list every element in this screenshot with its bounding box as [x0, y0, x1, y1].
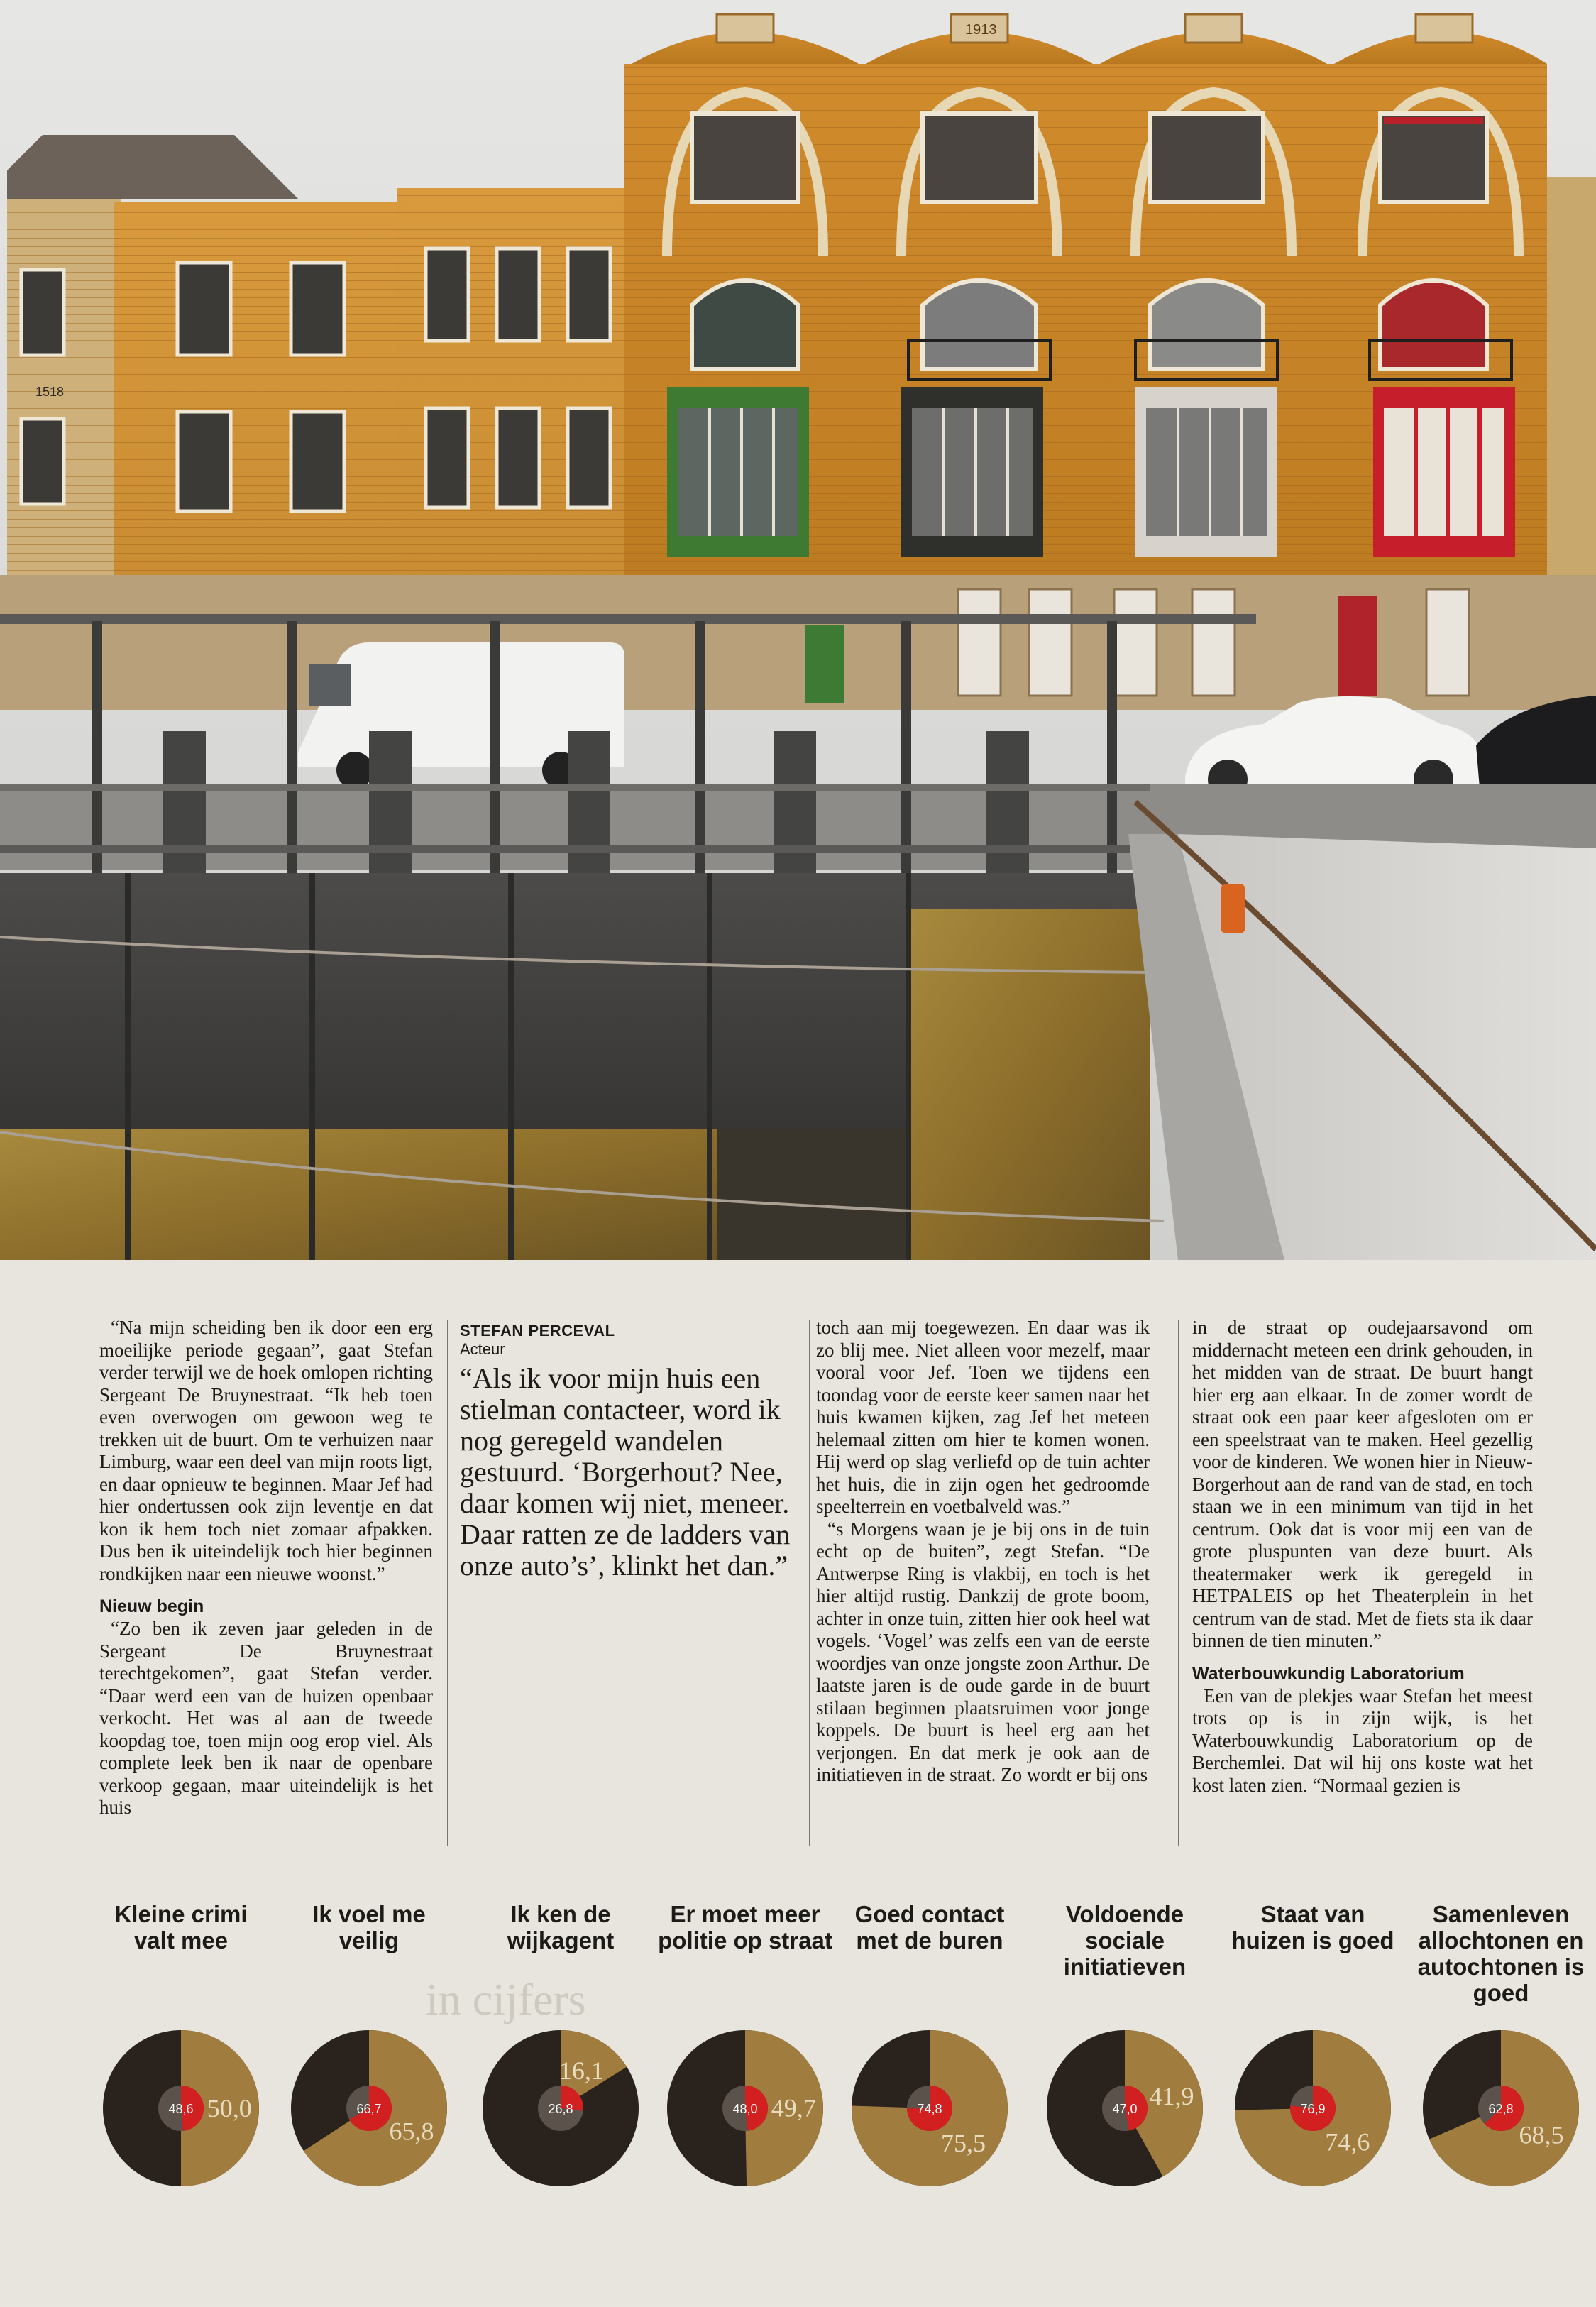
- pie-inner-value-label: 26,8: [548, 2102, 573, 2116]
- ghost-print-through: in cijfers: [426, 1974, 586, 2024]
- pie-outer-value-label: 75,5: [940, 2128, 986, 2157]
- pie-outer-value-label: 68,5: [1519, 2120, 1564, 2149]
- subhead-nieuw-begin: Nieuw begin: [99, 1596, 204, 1616]
- pie-chart: [852, 2030, 1011, 2190]
- stat-label: [841, 1901, 1018, 1953]
- pie-chart: [291, 2030, 451, 2190]
- pie-inner-value-label: 47,0: [1112, 2102, 1138, 2116]
- pie-outer-value-label: 16,1: [558, 2056, 604, 2086]
- pie-inner-value-label: 66,7: [356, 2102, 382, 2116]
- pie-outer-value-label: 49,7: [771, 2093, 816, 2122]
- paragraph: “Na mijn scheiding ben ik door een erg moeilijke periode gegaan”, gaat Stefan verder terwijl we de hoek omlopen richting Sergeant De Bruynestraat. “Ik heb toen even overwogen om gewoon weg te trekken uit de buurt. Om te verhuizen naar Limburg, waar een deel van mijn roots ligt, en daar opnieuw te beginnen. Maar Jef had hier ondertussen ook zijn leventje en dat kon ik hem toch niet zomaar afpakken. Dus ben ik uiteindelijk toch hier beginnen rondkijken naar een nieuwe woonst.”: [99, 1317, 433, 1584]
- stat-label: [1224, 1901, 1402, 1953]
- stat-label: [92, 1901, 270, 1953]
- pull-quote: [460, 1322, 815, 1582]
- pie-outer-value-label: 50,0: [207, 2094, 252, 2122]
- stat-label: [1412, 1901, 1590, 2006]
- pie-outer-value-label: 65,8: [389, 2117, 434, 2146]
- house-date-1913: 1913: [965, 22, 997, 38]
- quote-author-name: STEFAN PERCEVAL: [460, 1322, 615, 1339]
- pie-chart: [103, 2030, 263, 2190]
- column-divider: [1178, 1320, 1179, 1846]
- column-divider: [447, 1320, 448, 1846]
- paragraph: Een van de plekjes waar Stefan het meest trots op is in zijn wijk, is het Waterbouwkundig Laboratorium op de Berchemlei. Dat wil hij ons koste wat het kost laten zien. “Normaal gezien is: [1192, 1684, 1533, 1796]
- pie-outer-value-label: 41,9: [1149, 2081, 1194, 2110]
- subhead-waterbouwkundig: Waterbouwkundig Laboratorium: [1192, 1663, 1465, 1684]
- paragraph: “s Morgens waan je je bij ons in de tuin echt op de buiten”, zegt Stefan. “De Antwerpse Ring is vlakbij, en toch is het hier altijd rustig. Dankzij de grote boom, achter in onze tuin, zitten hier ook heel wat vogels. ‘Vogel’ was zelfs een van de eerste woordjes van onze jongste zoon Arthur. De laatste jaren is de oude garde in de buurt stilaan beginnen plaatsruimen voor jonge koppels. De buurt is heel erg aan het verjongen. En dat merk je ook aan de initiatieven in de straat. Zo wordt er bij ons: [816, 1518, 1150, 1785]
- paragraph: in de straat op oudejaarsavond om middernacht meteen een drink gehouden, in het midden van de straat. De buurt hangt hier erg aan elkaar. In de zomer wordt de straat ook een paar keer afgesloten om er een speelstraat van te maken. Heel gezellig voor de kinderen. We wonen hier in Nieuw-Borgerhout aan de rand van de stad, en toch staan we in een minimum van tijd in het centrum. Ook dat is voor mij een van de grote pluspunten van deze buurt. Als theatermaker werk ik geregeld in HETPALEIS op het Theaterplein in het centrum van de stad. Met de fiets sta ik daar binnen de tien minuten.”: [1192, 1317, 1533, 1651]
- paragraph: toch aan mij toegewezen. En daar was ik zo blij mee. Niet alleen voor mezelf, maar vooral voor Jef. Toen we tijdens een toondag voor de eerste keer samen naar het huis kwamen kijken, zag Jef het meteen helemaal zitten om hier te komen wonen. Hij werd op slag verliefd op de tuin achter het huis, die in zijn ogen het gedroomde speelterrein en voetbalveld was.”: [816, 1317, 1150, 1517]
- pie-inner-value-label: 76,9: [1300, 2102, 1326, 2116]
- quote-author-role: Acteur: [460, 1340, 505, 1358]
- article-column-3: [816, 1317, 1150, 1787]
- pie-chart: [1423, 2030, 1583, 2190]
- stat-label-text: Staat van huizen is goed: [1231, 1901, 1394, 1953]
- pie-inner-value-label: 48,0: [732, 2102, 758, 2116]
- article-column-4: [1192, 1317, 1533, 1797]
- house-date-1518: 1518: [35, 385, 65, 399]
- stat-label-text: Kleine crimi valt mee: [114, 1901, 248, 1953]
- stat-label: [1036, 1901, 1213, 1980]
- pie-chart: [667, 2030, 827, 2190]
- paragraph: “Zo ben ik zeven jaar geleden in de Sergeant De Bruynestraat terechtgekomen”, gaat Stefan verder. “Daar werd een van de huizen openbaar verkocht. Het was al aan de tweede koopdag toe, toen mijn oog erop viel. Als complete leek ben ik naar de openbare verkoop gegaan, maar uiteindelijk is het huis: [99, 1618, 433, 1818]
- pie-inner-value-label: 48,6: [168, 2102, 194, 2116]
- stat-label: [656, 1901, 834, 1953]
- stat-label-text: Goed contact met de buren: [854, 1901, 1005, 1953]
- stat-label-text: Er moet meer politie op straat: [658, 1901, 832, 1953]
- pie-chart: [1047, 2030, 1206, 2190]
- quote-text: “Als ik voor mijn huis een stielman contacteer, word ik nog geregeld wandelen gestuurd. ‘Borgerhout? Nee, daar komen wij niet, meneer. Daar ratten ze de ladders van onze auto’s’, klinkt het dan.”: [460, 1362, 791, 1582]
- article-column-1: [99, 1317, 433, 1819]
- pie-outer-value-label: 74,6: [1325, 2127, 1370, 2157]
- pie-chart: [1235, 2030, 1394, 2190]
- stat-label-text: Samenleven allochtonen en autochtonen is goed: [1417, 1901, 1585, 2006]
- stat-label: [280, 1901, 458, 1953]
- pie-inner-value-label: 62,8: [1488, 2102, 1514, 2116]
- column-divider: [809, 1320, 810, 1846]
- stat-label: [472, 1901, 649, 1953]
- stat-label-text: Ik ken de wijkagent: [507, 1901, 615, 1953]
- stat-label-text: Ik voel me veilig: [312, 1901, 426, 1953]
- pie-chart: [483, 2030, 642, 2190]
- pie-inner-value-label: 74,8: [917, 2102, 942, 2116]
- stat-label-text: Voldoende sociale initiatieven: [1063, 1901, 1187, 1980]
